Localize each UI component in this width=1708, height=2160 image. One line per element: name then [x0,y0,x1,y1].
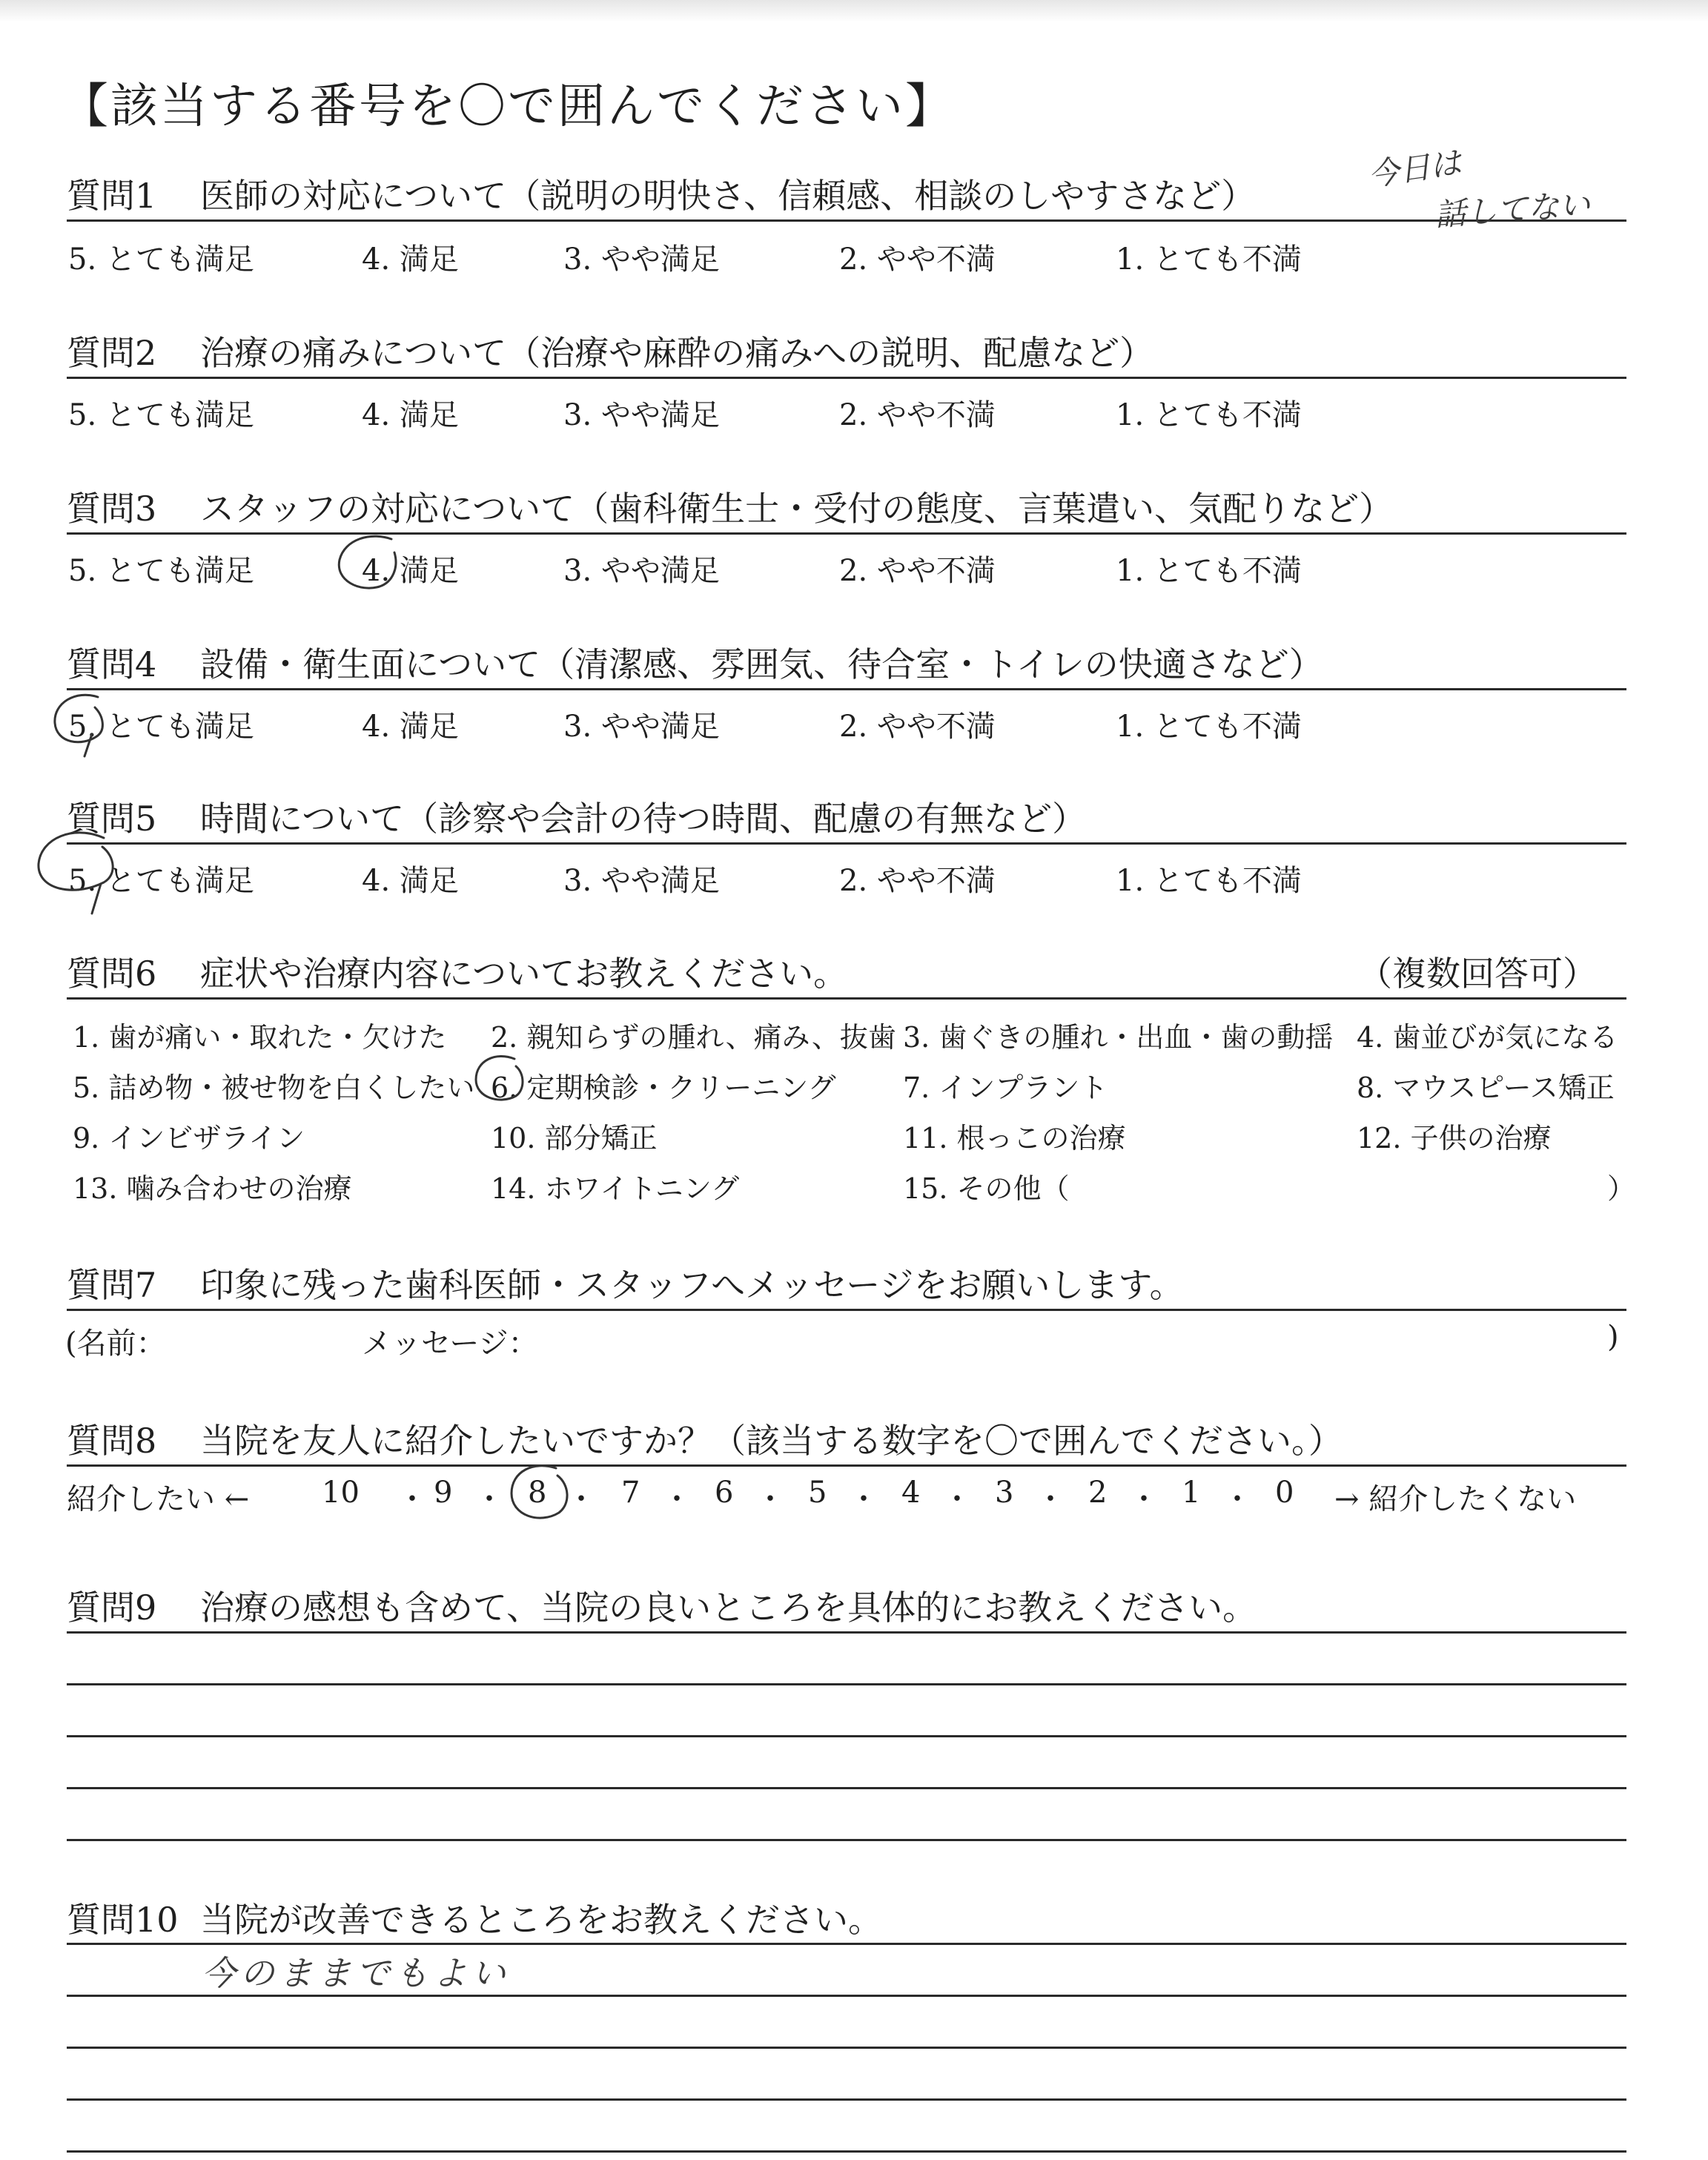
answer-line [67,2047,1626,2049]
q1-option-1[interactable]: 1. とても不満 [1116,242,1302,277]
question-text: スタッフの対応について（歯科衛生士・受付の態度、言葉遣い、気配りなど） [200,489,1394,529]
q8-scale-0[interactable]: 0 [1275,1476,1294,1510]
q6-item-3[interactable]: 3. 歯ぐきの腫れ・出血・歯の動揺 [903,1021,1334,1054]
handwritten-note-line2: 話してない [1433,185,1592,234]
q8-scale-sep: ・ [662,1482,692,1516]
q10-handwritten-answer: 今のままでもよい [202,1953,510,1993]
q6-item-15-close: ） [1607,1172,1636,1205]
q8-scale-5[interactable]: 5 [808,1476,827,1510]
rule [67,1631,1626,1634]
q4-option-5[interactable]: 5. とても満足 [68,710,254,744]
q6-item-11[interactable]: 11. 根っこの治療 [903,1122,1126,1155]
q3-option-3[interactable]: 3. やや満足 [563,554,720,588]
q2-option-5[interactable]: 5. とても満足 [68,398,254,432]
q6-item-8[interactable]: 8. マウスピース矯正 [1357,1071,1615,1104]
rule [67,377,1626,379]
q7-close-paren: ) [1607,1320,1619,1354]
q6-item-2[interactable]: 2. 親知らずの腫れ、痛み、抜歯 [491,1021,896,1054]
question-text: 治療の感想も含めて、当院の良いところを具体的にお教えください。 [200,1588,1257,1628]
question-text: 印象に残った歯科医師・スタッフへメッセージをお願いします。 [200,1265,1184,1305]
handwritten-note-line1: 今日は [1366,144,1464,194]
question-5 [67,792,1086,841]
question-text: 当院が改善できるところをお教えください。 [200,1900,882,1940]
q8-scale-sep: ・ [1036,1482,1065,1516]
question-text: 医師の対応について（説明の明快さ、信頼感、相談のしやすさなど） [200,176,1256,216]
q5-option-3[interactable]: 3. やや満足 [563,864,720,898]
question-6 [67,947,847,996]
question-8 [67,1414,1343,1463]
q8-scale-10[interactable]: 10 [322,1476,360,1510]
q8-scale-sep: ・ [942,1482,972,1516]
q3-option-4[interactable]: 4. 満足 [362,554,459,588]
q6-item-14[interactable]: 14. ホワイトニング [491,1172,740,1205]
question-number: 質問10 [67,1900,179,1940]
q8-left-label: 紹介したい ← [67,1482,250,1516]
q6-item-6[interactable]: 6. 定期検診・クリーニング [491,1071,836,1104]
q8-scale-sep: ・ [1129,1482,1159,1516]
q6-item-15[interactable]: 15. その他（ [903,1172,1070,1205]
q4-selection-circle [46,690,120,764]
q3-option-5[interactable]: 5. とても満足 [68,554,254,588]
q2-option-2[interactable]: 2. やや不満 [839,398,996,432]
question-number: 質問4 [67,644,157,684]
answer-line [67,2098,1626,2101]
q5-option-4[interactable]: 4. 満足 [362,864,459,898]
question-7 [67,1258,1184,1307]
q5-option-5[interactable]: 5. とても満足 [68,864,254,898]
q5-selection-circle [30,823,133,919]
q4-option-2[interactable]: 2. やや不満 [839,710,996,744]
question-text: 症状や治療内容についてお教えください。 [200,954,848,994]
q6-item-12[interactable]: 12. 子供の治療 [1357,1122,1552,1155]
question-number: 質問5 [67,799,157,839]
q4-option-3[interactable]: 3. やや満足 [563,710,720,744]
q8-scale-3[interactable]: 3 [995,1476,1014,1510]
q8-scale-sep: ・ [755,1482,785,1516]
question-9 [67,1581,1257,1630]
rule [67,1943,1626,1945]
answer-line [67,1683,1626,1685]
q5-option-1[interactable]: 1. とても不満 [1116,864,1302,898]
rule [67,688,1626,690]
q8-scale-9[interactable]: 9 [434,1476,453,1510]
answer-line [67,1839,1626,1841]
q8-scale-6[interactable]: 6 [715,1476,734,1510]
q8-scale-7[interactable]: 7 [621,1476,640,1510]
q1-option-4[interactable]: 4. 満足 [362,242,459,277]
question-number: 質問6 [67,954,157,994]
question-2 [67,326,1153,375]
q2-option-3[interactable]: 3. やや満足 [563,398,720,432]
answer-line [67,1735,1626,1737]
q8-scale-sep: ・ [849,1482,878,1516]
q6-item-13[interactable]: 13. 噛み合わせの治療 [73,1172,352,1205]
q8-scale-sep: ・ [397,1482,427,1516]
rule [67,1464,1626,1467]
question-number: 質問7 [67,1265,157,1305]
q6-item-1[interactable]: 1. 歯が痛い・取れた・欠けた [73,1021,447,1054]
q6-item-4[interactable]: 4. 歯並びが気になる [1357,1021,1618,1054]
question-number: 質問2 [67,333,157,373]
answer-line [67,1995,1626,1997]
q7-name-label: (名前： [65,1327,166,1361]
q3-option-2[interactable]: 2. やや不満 [839,554,996,588]
q7-message-label: メッセージ： [362,1327,538,1361]
q8-scale-4[interactable]: 4 [901,1476,921,1510]
form-title: 【該当する番号を〇で囲んでください】 [61,79,955,134]
q6-item-10[interactable]: 10. 部分矯正 [491,1122,658,1155]
scan-top-edge [0,0,1708,22]
question-10 [67,1893,882,1942]
rule [67,1309,1626,1311]
question-number: 質問1 [67,176,157,216]
question-4 [67,638,1323,687]
q6-item-7[interactable]: 7. インプラント [903,1071,1108,1104]
q2-option-1[interactable]: 1. とても不満 [1116,398,1302,432]
q8-selection-circle [504,1462,578,1529]
question-number: 質問3 [67,489,157,529]
question-text: 設備・衛生面について（清潔感、雰囲気、待合室・トイレの快適さなど） [200,644,1323,684]
question-number: 質問9 [67,1588,157,1628]
question-text: 当院を友人に紹介したいですか？（該当する数字を〇で囲んでください。） [200,1421,1343,1461]
q4-option-1[interactable]: 1. とても不満 [1116,710,1302,744]
question-number: 質問8 [67,1421,157,1461]
q6-selection-circle [470,1051,529,1111]
q8-scale-2[interactable]: 2 [1088,1476,1108,1510]
q8-scale-8[interactable]: 8 [528,1476,547,1510]
q6-item-9[interactable]: 9. インビザライン [73,1122,305,1155]
q3-option-1[interactable]: 1. とても不満 [1116,554,1302,588]
q3-selection-circle [334,530,408,597]
rule [67,219,1626,222]
q2-option-4[interactable]: 4. 満足 [362,398,459,432]
q1-option-3[interactable]: 3. やや満足 [563,242,720,277]
answer-line [67,1787,1626,1789]
rule [67,842,1626,845]
q4-option-4[interactable]: 4. 満足 [362,710,459,744]
q6-item-5[interactable]: 5. 詰め物・被せ物を白くしたい [73,1071,475,1104]
question-text: 時間について（診察や会計の待つ時間、配慮の有無など） [200,799,1087,839]
q8-scale-sep: ・ [566,1482,596,1516]
q5-option-2[interactable]: 2. やや不満 [839,864,996,898]
q6-multiple-answer-note: （複数回答可） [1358,954,1597,994]
q8-right-label: → 紹介したくない [1334,1482,1577,1516]
q1-option-5[interactable]: 5. とても満足 [68,242,254,277]
rule [67,532,1626,535]
question-1 [67,169,1255,218]
answer-line [67,2150,1626,2153]
q8-scale-sep: ・ [1222,1482,1252,1516]
q1-option-2[interactable]: 2. やや不満 [839,242,996,277]
q8-scale-1[interactable]: 1 [1182,1476,1201,1510]
rule [67,997,1626,1000]
q8-scale-sep: ・ [474,1482,504,1516]
question-3 [67,482,1393,531]
question-text: 治療の痛みについて（治療や麻酔の痛みへの説明、配慮など） [200,333,1154,373]
